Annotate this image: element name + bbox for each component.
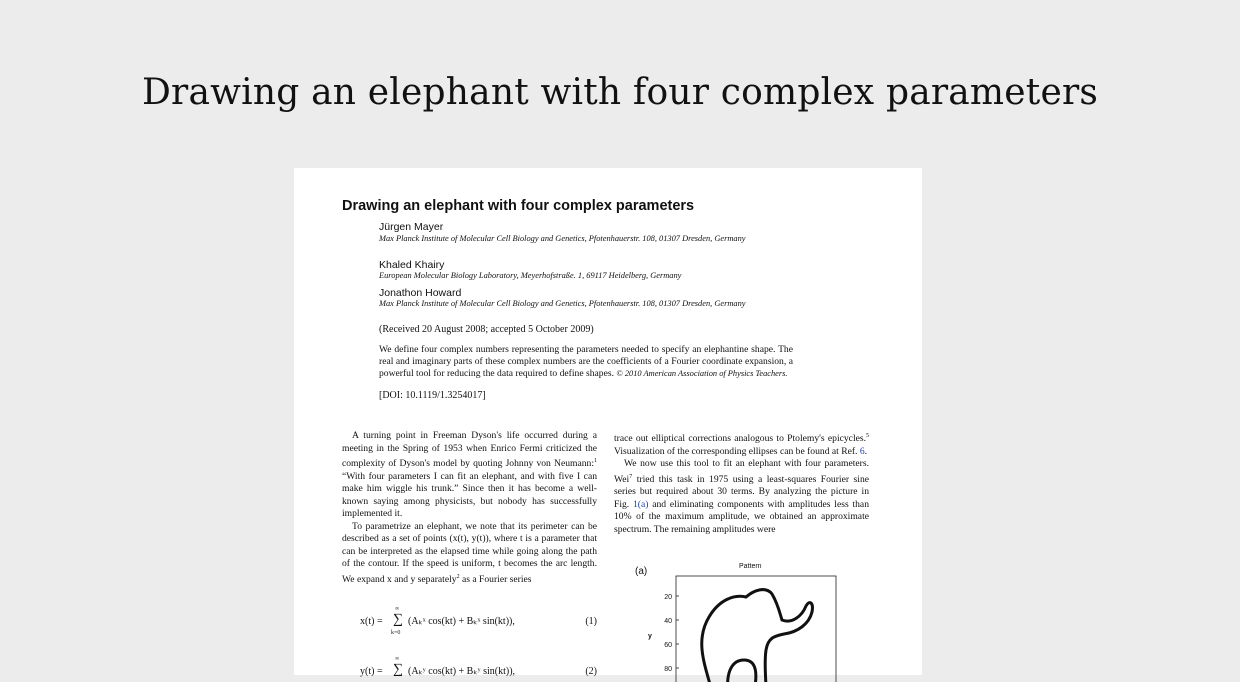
author-name: Jonathon Howard	[379, 287, 462, 299]
figure-panel-label: (a)	[635, 566, 648, 577]
elephant-contour	[702, 590, 813, 682]
reference-link[interactable]: 6	[859, 445, 865, 457]
author-affiliation: European Molecular Biology Laboratory, Meyerhofstraße. 1, 69117 Heidelberg, Germany	[379, 271, 682, 280]
y-axis-label: y	[648, 633, 652, 640]
body-column-left	[342, 430, 597, 586]
received-date: (Received 20 August 2008; accepted 5 October 2009)	[379, 324, 594, 335]
citation-ref[interactable]: 2	[456, 573, 460, 580]
equation-number: (2)	[585, 666, 597, 677]
citation-ref[interactable]: 1	[594, 458, 597, 464]
author-affiliation: Max Planck Institute of Molecular Cell Biology and Genetics, Pfotenhauerstr. 108, 01307 Dresden, Germany	[379, 234, 746, 243]
elephant-figure	[648, 572, 854, 682]
citation-ref[interactable]: 5	[866, 433, 869, 439]
author-name: Khaled Khairy	[379, 259, 445, 271]
y-tick-label: 60	[664, 642, 672, 649]
body-column-right	[614, 430, 869, 536]
paper-page: Drawing an elephant with four complex parameters Jürgen Mayer Max Planck Institute of Molecular Cell Biology and Genetics, Pfotenhauerstr. 108, 01307 Dresden, Germany Khaled Khairy European Molecular Biology Laboratory, Meyerhofstraße. 1, 69117 Heidelberg, Germany Jonathon Howard Max Planck Institute of Molecular Cell Biology and Genetics, Pfotenhauerstr. 108, 01307 Dresden, Germany (Received 20 August 2008; accepted 5 October 2009) We define four complex numbers representing the parameters needed to specify an elephantine shape. The real and imaginary parts of these complex numbers are the coefficients of a Fourier coordinate expansion, a powerful tool for reducing the data required to define shapes. © 2010 American Association of Physics Teachers. [DOI: 10.1119/1.3254017] A turning point in Freeman Dyson's life occurred during a meeting in the Spring of 1953 when Enrico Fermi criticized the complexity of Dyson's model by quoting Johnny von Neumann:$^1$ “With four parameters I can fit an elephant, and with five I can make him wiggle his trunk.” Since then it has become a well-known saying among physicists, but nobody has successfully implemented it. To parametrize an elephant, we note that its perimeter can be described as a set of points (x(t), y(t)), where t is a parameter that can be interpreted as the elapsed time while going along the path of the contour. If the speed is uniform, t becomes the arc length. We expand x and y separately$^2$ as a Fourier series x(t) = ∞ ∑ k=0 (Aₖˣ cos(kt) + Bₖˣ sin(kt)), (1) ∞ y(t) = ∑ (Aₖʸ cos(kt) + Bₖʸ sin(kt)), (2) trace out elliptical corrections analogous to Ptolemy's epicycles.$^5$ Visualization of the corresponding ellipses can be found at Ref. 6. We now use this tool to fit an elephant with four parameters. Wei$^7$ tried this task in 1975 using a least-squares Fourier sine series but required about 30 terms. By analyzing the picture in Fig. 1(a) and eliminating components with amplitudes less than 10% of the maximum amplitude, we obtained an approximate spectrum. The remaining amplitudes were (a) Pattern 20 40 60 80 y	[294, 168, 922, 675]
abstract-text: We define four complex numbers representing the parameters needed to specify an elephantine shape. The real and imaginary parts of these complex numbers are the coefficients of a Fourier coordinate expansion, a powerful tool for reducing the data required to define shapes.	[379, 344, 793, 379]
citation-ref[interactable]: 7	[629, 473, 633, 480]
slide-title: Drawing an elephant with four complex parameters	[141, 72, 1099, 113]
paragraph: trace out elliptical corrections analogous to Ptolemy's epicycles.$^5$ Visualization of the corresponding ellipses can be found at Ref. 6.	[614, 433, 869, 457]
y-tick-label: 20	[664, 594, 672, 601]
paragraph: To parametrize an elephant, we note that its perimeter can be described as a set of points (x(t), y(t)), where t is a parameter that can be interpreted as the elapsed time while going along the path of the contour. If the speed is uniform, t becomes the arc length. We expand x and y separately$^2$ as a Fourier series	[342, 520, 597, 585]
y-tick-label: 40	[664, 618, 672, 625]
doi: [DOI: 10.1119/1.3254017]	[379, 390, 486, 401]
figure-title: Pattern	[739, 563, 762, 570]
copyright-notice: © 2010 American Association of Physics Teachers.	[616, 369, 788, 378]
abstract	[379, 344, 793, 380]
elephant-leg-contour	[728, 660, 756, 682]
equation-number: (1)	[585, 616, 597, 627]
figure-link[interactable]: 1(a)	[633, 498, 649, 510]
paper-title: Drawing an elephant with four complex parameters	[342, 198, 695, 214]
y-tick-label: 80	[664, 666, 672, 673]
paragraph: A turning point in Freeman Dyson's life occurred during a meeting in the Spring of 1953 when Enrico Fermi criticized the complexity of Dyson's model by quoting Johnny von Neumann:$^1$ “With four parameters I can fit an elephant, and with five I can make him wiggle his trunk.” Since then it has become a well-known saying among physicists, but nobody has successfully implemented it.	[342, 430, 597, 520]
paragraph: We now use this tool to fit an elephant with four parameters. Wei$^7$ tried this task in 1975 using a least-squares Fourier sine series but required about 30 terms. By analyzing the picture in Fig. 1(a) and eliminating components with amplitudes less than 10% of the maximum amplitude, we obtained an approximate spectrum. The remaining amplitudes were	[614, 458, 869, 535]
author-name: Jürgen Mayer	[379, 221, 444, 233]
author-affiliation: Max Planck Institute of Molecular Cell Biology and Genetics, Pfotenhauerstr. 108, 01307 Dresden, Germany	[379, 299, 746, 308]
